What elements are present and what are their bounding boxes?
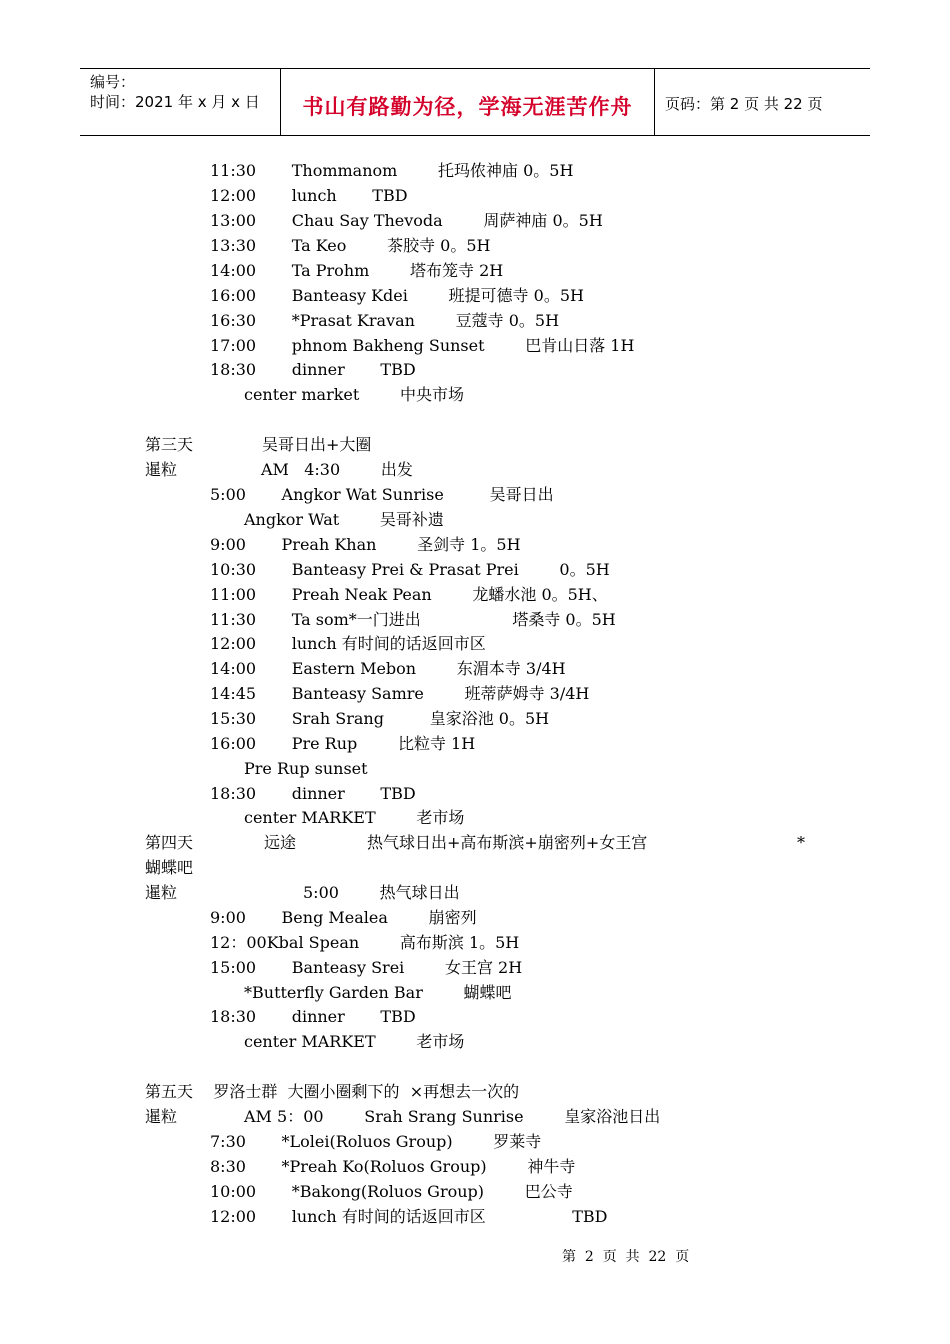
itinerary-line: 16:00 Banteasy Kdei 班提可德寺 0。5H	[210, 286, 584, 305]
itinerary-line: 13:30 Ta Keo 茶胶寺 0。5H	[210, 236, 491, 255]
itinerary-line: 18:30 dinner TBD	[210, 1007, 416, 1026]
itinerary-line: 12：00Kbal Spean 高布斯滨 1。5H	[210, 933, 520, 952]
itinerary-line: Pre Rup sunset	[244, 759, 368, 778]
day-location: 暹粒	[145, 460, 178, 479]
day-theme: 远途	[264, 833, 297, 852]
day-plan: 热气球日出+高布斯滨+崩密列+女王宫	[367, 833, 648, 852]
day-label: 第四天	[145, 833, 194, 852]
itinerary-line: 15:30 Srah Srang 皇家浴池 0。5H	[210, 709, 550, 728]
day-label: 第三天	[145, 435, 194, 454]
itinerary-line: 12:00 lunch 有时间的话返回市区	[210, 634, 486, 653]
page-footer: 第 2 页 共 22 页	[562, 1249, 690, 1265]
itinerary-line: 14:45 Banteasy Samre 班蒂萨姆寺 3/4H	[210, 684, 590, 703]
itinerary-line: 14:00 Eastern Mebon 东湄本寺 3/4H	[210, 659, 566, 678]
day-location: 暹粒	[145, 883, 178, 902]
itinerary-line: 17:00 phnom Bakheng Sunset 巴肯山日落 1H	[210, 336, 635, 355]
itinerary-line: center market 中央市场	[244, 385, 465, 404]
itinerary-line: 13:00 Chau Say Thevoda 周萨神庙 0。5H	[210, 211, 603, 230]
itinerary-line: 18:30 dinner TBD	[210, 360, 416, 379]
itinerary-line: 8:30 *Preah Ko(Roluos Group) 神牛寺	[210, 1157, 576, 1176]
itinerary-line: AM 4:30 出发	[261, 460, 413, 479]
header-page-info: 页码：第 2 页 共 22 页	[665, 95, 823, 113]
itinerary-line: 18:30 dinner TBD	[210, 784, 416, 803]
itinerary-line: 9:00 Preah Khan 圣剑寺 1。5H	[210, 535, 521, 554]
day-theme: 吴哥日出+大圈	[262, 435, 372, 454]
note-marker: *	[797, 833, 805, 852]
itinerary-line: 5:00 热气球日出	[303, 883, 460, 902]
itinerary-line: 16:00 Pre Rup 比粒寺 1H	[210, 734, 476, 753]
document-date: 时间：2021 年 x 月 x 日	[90, 93, 260, 111]
itinerary-line: 10:30 Banteasy Prei & Prasat Prei 0。5H	[210, 560, 610, 579]
itinerary-line: 10:00 *Bakong(Roluos Group) 巴公寺	[210, 1182, 573, 1201]
document-number-label: 编号：	[90, 73, 136, 91]
itinerary-line: *Butterfly Garden Bar 蝴蝶吧	[244, 983, 512, 1002]
itinerary-line: 11:00 Preah Neak Pean 龙蟠水池 0。5H、	[210, 585, 608, 604]
itinerary-line: 9:00 Beng Mealea 崩密列	[210, 908, 477, 927]
itinerary-line: AM 5：00 Srah Srang Sunrise 皇家浴池日出	[244, 1107, 661, 1126]
itinerary-line: 12:00 lunch 有时间的话返回市区 TBD	[210, 1207, 608, 1226]
itinerary-line: Angkor Wat 吴哥补遗	[244, 510, 444, 529]
itinerary-line: 15:00 Banteasy Srei 女王宫 2H	[210, 958, 523, 977]
itinerary-line: 5:00 Angkor Wat Sunrise 吴哥日出	[210, 485, 554, 504]
itinerary-line: 16:30 *Prasat Kravan 豆蔻寺 0。5H	[210, 311, 560, 330]
itinerary-line: 12:00 lunch TBD	[210, 186, 408, 205]
itinerary-line: 11:30 Thommanom 托玛侬神庙 0。5H	[210, 161, 574, 180]
day-label: 第五天 罗洛士群 大圈小圈剩下的 ×再想去一次的	[145, 1082, 520, 1101]
day-location: 暹粒	[145, 1107, 178, 1126]
header-motto: 书山有路勤为径，学海无涯苦作舟	[302, 95, 633, 119]
day-extra: 蝴蝶吧	[145, 858, 194, 877]
itinerary-line: 7:30 *Lolei(Roluos Group) 罗莱寺	[210, 1132, 542, 1151]
itinerary-line: center MARKET 老市场	[244, 808, 465, 827]
itinerary-line: 14:00 Ta Prohm 塔布笼寺 2H	[210, 261, 504, 280]
itinerary-line: 11:30 Ta som*一门进出 塔桑寺 0。5H	[210, 610, 616, 629]
itinerary-line: center MARKET 老市场	[244, 1032, 465, 1051]
